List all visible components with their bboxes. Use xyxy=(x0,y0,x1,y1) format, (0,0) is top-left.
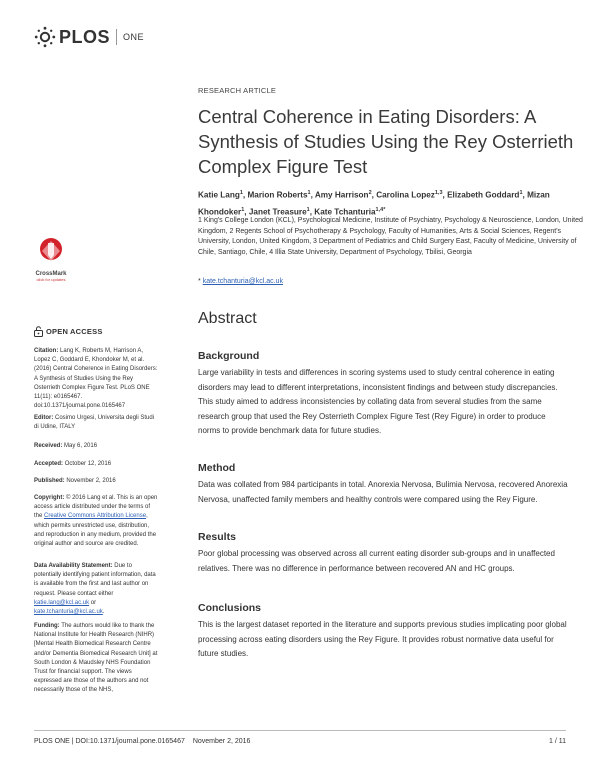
footer-date: November 2, 2016 xyxy=(192,738,251,745)
data-availability-or: or xyxy=(90,599,97,606)
editor-block xyxy=(34,414,160,432)
copyright-text: © 2016 Lang et al. This is an open access article distributed under the terms of the xyxy=(34,495,158,520)
accepted-block xyxy=(34,460,160,469)
crossmark-badge[interactable] xyxy=(34,237,68,282)
accepted-text: October 12, 2016 xyxy=(64,461,112,467)
open-access-badge xyxy=(34,326,103,337)
received-text: May 6, 2016 xyxy=(64,443,98,449)
author-affiliation-marker: 1 xyxy=(241,206,245,213)
crossmark-icon xyxy=(36,237,66,265)
article-title: Central Coherence in Eating Disorders: A Synthesis of Studies Using the Rey Osterrieth Complex Figure Test xyxy=(198,106,574,177)
author-name: Marion Roberts xyxy=(247,190,308,200)
correspondence-star: * xyxy=(198,278,201,285)
article-type: RESEARCH ARTICLE xyxy=(198,86,277,95)
author-affiliation-marker: 1,4* xyxy=(375,206,386,213)
logo-divider xyxy=(116,29,117,45)
affiliations: 1 King's College London (KCL), Psychological Medicine, Institute of Psychiatry, Psychology & Neuroscience, London, United Kingdom, 2 Regents School of Psychotherapy & Psychology, Faculty of Humanities, Arts & Social Sciences, Regent's University, London, United Kingdom, 3 Department of Pediatrics and Child Surgery East, Faculty of Medicine, University of Chile, Santiago, Chile, 4 Illia State University, Department of Psychology, Tbilisi, Georgia xyxy=(198,217,583,256)
method-text: Data was collated from 984 participants in total. Anorexia Nervosa, Bulimia Nervosa, recovered Anorexia Nervosa, unaffected family members and healthy controls were compared using the Rey Figure. xyxy=(198,480,568,504)
footer-divider xyxy=(34,730,566,731)
author-name: Janet Treasure xyxy=(248,207,307,217)
correspondence xyxy=(198,278,283,285)
author-email-link-2[interactable]: kate.tchanturia@kcl.ac.uk xyxy=(34,609,103,616)
background-text: Large variability in tests and differences in scoring systems used to study central coherence in eating disorders may lead to different interpretations, inconsistent findings and between study discrepancies. This study aimed to address inconsistencies by collating data from several studies from the same research group that used the Rey Osterrieth Complex Figure Test (Rey Figure) in order to produce norms to provide benchmark data for future studies. xyxy=(198,368,558,435)
conclusions-section xyxy=(198,602,570,662)
author-list: Katie Lang$^1$, Marion Roberts$^1$, Amy Harrison$^2$, Carolina Lopez$^{1,3}$, Elizabeth Goddard$^1$, Mizan Khondoker$^1$, Janet Treasure$^1$, Kate Tchanturia$^{1,4*}$ xyxy=(198,190,550,217)
results-section xyxy=(198,531,570,576)
citation-block xyxy=(34,347,160,411)
citation-label: Citation: xyxy=(34,348,59,354)
accepted-label: Accepted: xyxy=(34,461,64,467)
crossmark-label: CrossMark xyxy=(35,271,67,277)
author-name: Katie Lang xyxy=(198,190,240,200)
author-name: Carolina Lopez xyxy=(376,190,435,200)
results-heading: Results xyxy=(198,531,236,543)
abstract-heading: Abstract xyxy=(198,310,257,327)
background-section xyxy=(198,350,570,439)
author-affiliation-marker: 1 xyxy=(519,190,523,196)
published-block xyxy=(34,477,160,486)
copyright-block xyxy=(34,494,160,549)
author-affiliation-marker: 1 xyxy=(307,190,311,196)
received-block xyxy=(34,442,160,451)
received-label: Received: xyxy=(34,443,63,449)
author-affiliation-marker: 2 xyxy=(368,190,372,196)
funding-text: The authors would like to thank the National Institute for Health Research (NIHR) [Mental Health Biomedical Research Centre and/or Dementia Biomedical Research Unit] at South London & Maudsley NHS Foundation Trust for financial support. The views expressed are those of the authors and not necessarily those of the NHS, xyxy=(34,623,158,694)
author-email-link-1[interactable]: katie.lang@kcl.ac.uk xyxy=(34,599,90,606)
method-heading: Method xyxy=(198,462,236,474)
funding-block xyxy=(34,622,160,696)
data-availability-text: Due to potentially identifying patient information, data is available from the first and last author on request. Please contact either xyxy=(34,563,156,597)
editor-label: Editor: xyxy=(34,415,54,421)
crossmark-sublabel: click for updates xyxy=(36,277,66,282)
copyright-text-end: , which permits unrestricted use, distribution, and reproduction in any medium, provided the original author and source are credited. xyxy=(34,513,157,548)
editor-text: Cosimo Urgesi, Universita degli Studi di Udine, ITALY xyxy=(34,415,155,431)
author-name: Amy Harrison xyxy=(314,190,369,200)
journal-logo[interactable] xyxy=(34,26,144,48)
open-lock-icon xyxy=(34,326,43,337)
footer-journal: PLOS ONE | DOI:10.1371/journal.pone.0165467 xyxy=(34,738,185,745)
author-name: Kate Tchanturia xyxy=(314,207,376,217)
author-name: Elizabeth Goddard xyxy=(447,190,520,200)
method-section xyxy=(198,462,570,507)
funding-label: Funding: xyxy=(34,623,60,629)
open-access-label: OPEN ACCESS xyxy=(46,327,103,336)
results-text: Poor global processing was observed across all current eating disorder sub-groups and in unaffected relatives. There was no difference in performance between recovered AN and HC groups. xyxy=(198,549,555,573)
author-affiliation-marker: 1 xyxy=(306,206,310,213)
logo-text: PLOS xyxy=(59,26,111,47)
footer-citation xyxy=(34,738,250,745)
plos-sun-icon xyxy=(34,26,56,48)
conclusions-heading: Conclusions xyxy=(198,602,262,614)
author-affiliation-marker: 1 xyxy=(239,190,243,196)
logo-suffix: ONE xyxy=(123,32,145,42)
page-number: 1 / 11 xyxy=(549,738,566,745)
data-availability-end: . xyxy=(102,609,105,616)
copyright-label: Copyright: xyxy=(34,495,65,501)
correspondence-email-link[interactable]: kate.tchanturia@kcl.ac.uk xyxy=(202,278,283,285)
data-availability-label: Data Availability Statement: xyxy=(34,563,113,569)
author-affiliation-marker: 1,3 xyxy=(434,190,443,196)
license-link[interactable]: Creative Commons Attribution License xyxy=(44,513,147,520)
citation-text: Lang K, Roberts M, Harrison A, Lopez C, Goddard E, Khondoker M, et al. (2016) Central Coherence in Eating Disorders: A Synthesis of Studies Using the Rey Osterrieth Complex Figure Test. PLoS ONE 11(11): e0165467. doi:10.1371/journal.pone.0165467 xyxy=(34,348,158,410)
background-heading: Background xyxy=(198,350,260,362)
data-availability-block xyxy=(34,562,160,617)
author-name: Mizan Khondoker xyxy=(198,190,550,217)
conclusions-text: This is the largest dataset reported in the literature and supports previous studies implicating poor global processing across eating disorders using the Rey Figure. It provides robust normative data useful for future studies. xyxy=(198,620,567,658)
published-text: November 2, 2016 xyxy=(66,478,116,484)
published-label: Published: xyxy=(34,478,65,484)
